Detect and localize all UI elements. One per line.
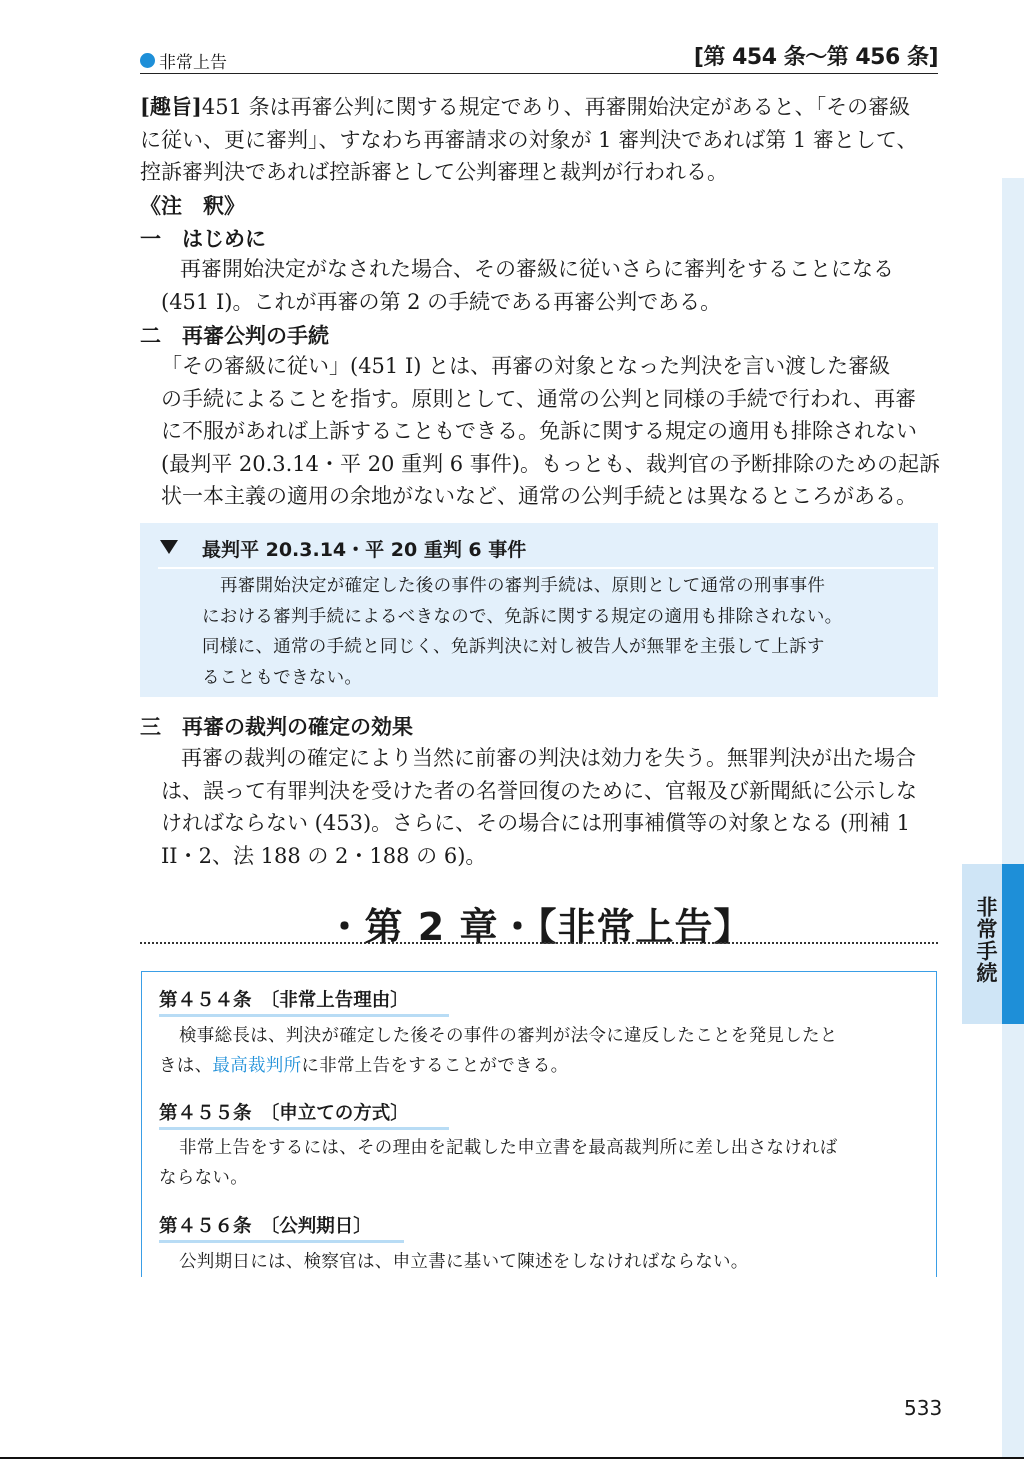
purport-line-1: [趣旨]451 条は再審公判に関する規定であり、再審開始決定があると、「その審級: [140, 94, 911, 119]
case-line-2: における審判手続によるべきなので、免訴に関する規定の適用も排除されない。: [202, 606, 843, 627]
article-454-line-1: 検事総長は、判決が確定した後その事件の審判が法令に違反したことを発見したと: [179, 1026, 838, 1046]
section-2-line-3: に不服があれば上訴することもできる。免訴に関する規定の適用も排除されない: [161, 419, 917, 443]
thumb-index-tab-marker: [1002, 864, 1024, 1024]
commentary-heading: 《注 釈》: [140, 193, 245, 218]
article-range: [第 454 条〜第 456 条]: [693, 45, 938, 70]
page-number: 533: [904, 1396, 943, 1420]
case-title: 最判平 20.3.14・平 20 重判 6 事件: [202, 539, 527, 561]
article-455-body: [159, 1133, 838, 1193]
statute-box: [141, 971, 937, 1277]
article-455-underline: [159, 1127, 449, 1130]
section-1-line-2: (451 I)。これが再審の第 2 の手続である再審公判である。: [161, 289, 722, 314]
article-456-line-1: 公判期日には、検察官は、申立書に基いて陳述をしなければならない。: [179, 1252, 749, 1272]
section-2-line-1: 「その審級に従い」(451 I) とは、再審の対象となった判決を言い渡した審級: [161, 354, 891, 378]
section-1-line-1: 再審開始決定がなされた場合、その審級に従いさらに審判をすることになる: [180, 257, 894, 281]
purport-paragraph: [140, 91, 940, 189]
section-3-line-1: 再審の裁判の確定により当然に前審の判決は効力を失う。無罪判決が出た場合: [181, 746, 916, 770]
case-body: [202, 571, 842, 693]
triangle-down-icon: [160, 540, 178, 554]
header-divider: [140, 73, 938, 74]
chapter-title: ・第 2 章・【非常上告】: [325, 905, 753, 949]
article-456-underline: [159, 1240, 404, 1243]
bullet-dot-icon: [140, 53, 155, 68]
article-454-underline: [159, 1014, 449, 1017]
article-454-line-2: きは、最高裁判所に非常上告をすることができる。: [159, 1056, 569, 1076]
section-1-body: [140, 253, 940, 318]
thumb-index-strip: [1002, 178, 1024, 1459]
article-455-line-1: 非常上告をするには、その理由を記載した申立書を最高裁判所に差し出さなければ: [179, 1138, 838, 1158]
article-455-title: 第４５５条 〔申立ての方式〕: [159, 1103, 409, 1124]
supreme-court-link[interactable]: 最高裁判所: [212, 1056, 302, 1076]
purport-label: [趣旨]: [140, 94, 202, 119]
article-454-title: 第４５４条 〔非常上告理由〕: [159, 990, 409, 1011]
section-3-body: [140, 742, 961, 872]
case-line-3: 同様に、通常の手続と同じく、免訴判決に対し被告人が無罪を主張して上訴す: [202, 637, 825, 657]
section-2-line-4: (最判平 20.3.14・平 20 重判 6 事件)。もっとも、裁判官の予断排除のための起訴: [161, 451, 940, 476]
case-line-1: 再審開始決定が確定した後の事件の審判手続は、原則として通常の刑事事件: [220, 576, 826, 596]
section-name: 非常上告: [159, 53, 227, 73]
purport-line-2: に従い、更に審判」、すなわち再審請求の対象が 1 審判決であれば第 1 審として、: [140, 127, 918, 152]
section-heading-2: 二 再審公判の手続: [140, 323, 329, 348]
section-heading-3: 三 再審の裁判の確定の効果: [140, 714, 413, 739]
case-note-box: [140, 523, 938, 697]
case-divider: [158, 567, 934, 569]
section-heading-1: 一 はじめに: [140, 226, 266, 251]
section-3-line-4: II・2、法 188 の 2・188 の 6)。: [161, 843, 487, 868]
running-header-section: [140, 48, 227, 73]
section-2-body: [140, 350, 961, 513]
case-line-4: ることもできない。: [202, 667, 363, 688]
article-456-body: [159, 1247, 749, 1277]
article-456-title: 第４５６条 〔公判期日〕: [159, 1216, 372, 1237]
thumb-index-label: 非常手続: [974, 896, 998, 984]
section-2-line-5: 状一本主義の適用の余地がないなど、通常の公判手続とは異なるところがある。: [161, 484, 917, 508]
article-455-line-2: ならない。: [159, 1168, 248, 1188]
purport-line-3: 控訴審判決であれば控訴審として公判審理と裁判が行われる。: [140, 160, 728, 184]
section-3-line-3: ければならない (453)。さらに、その場合には刑事補償等の対象となる (刑補 1: [161, 811, 911, 835]
section-2-line-2: の手続によることを指す。原則として、通常の公判と同様の手続で行われ、再審: [161, 386, 917, 411]
article-454-body: [159, 1021, 838, 1081]
chapter-dotted-rule: [140, 942, 938, 944]
section-3-line-2: は、誤って有罪判決を受けた者の名誉回復のために、官報及び新聞紙に公示しな: [161, 778, 917, 803]
